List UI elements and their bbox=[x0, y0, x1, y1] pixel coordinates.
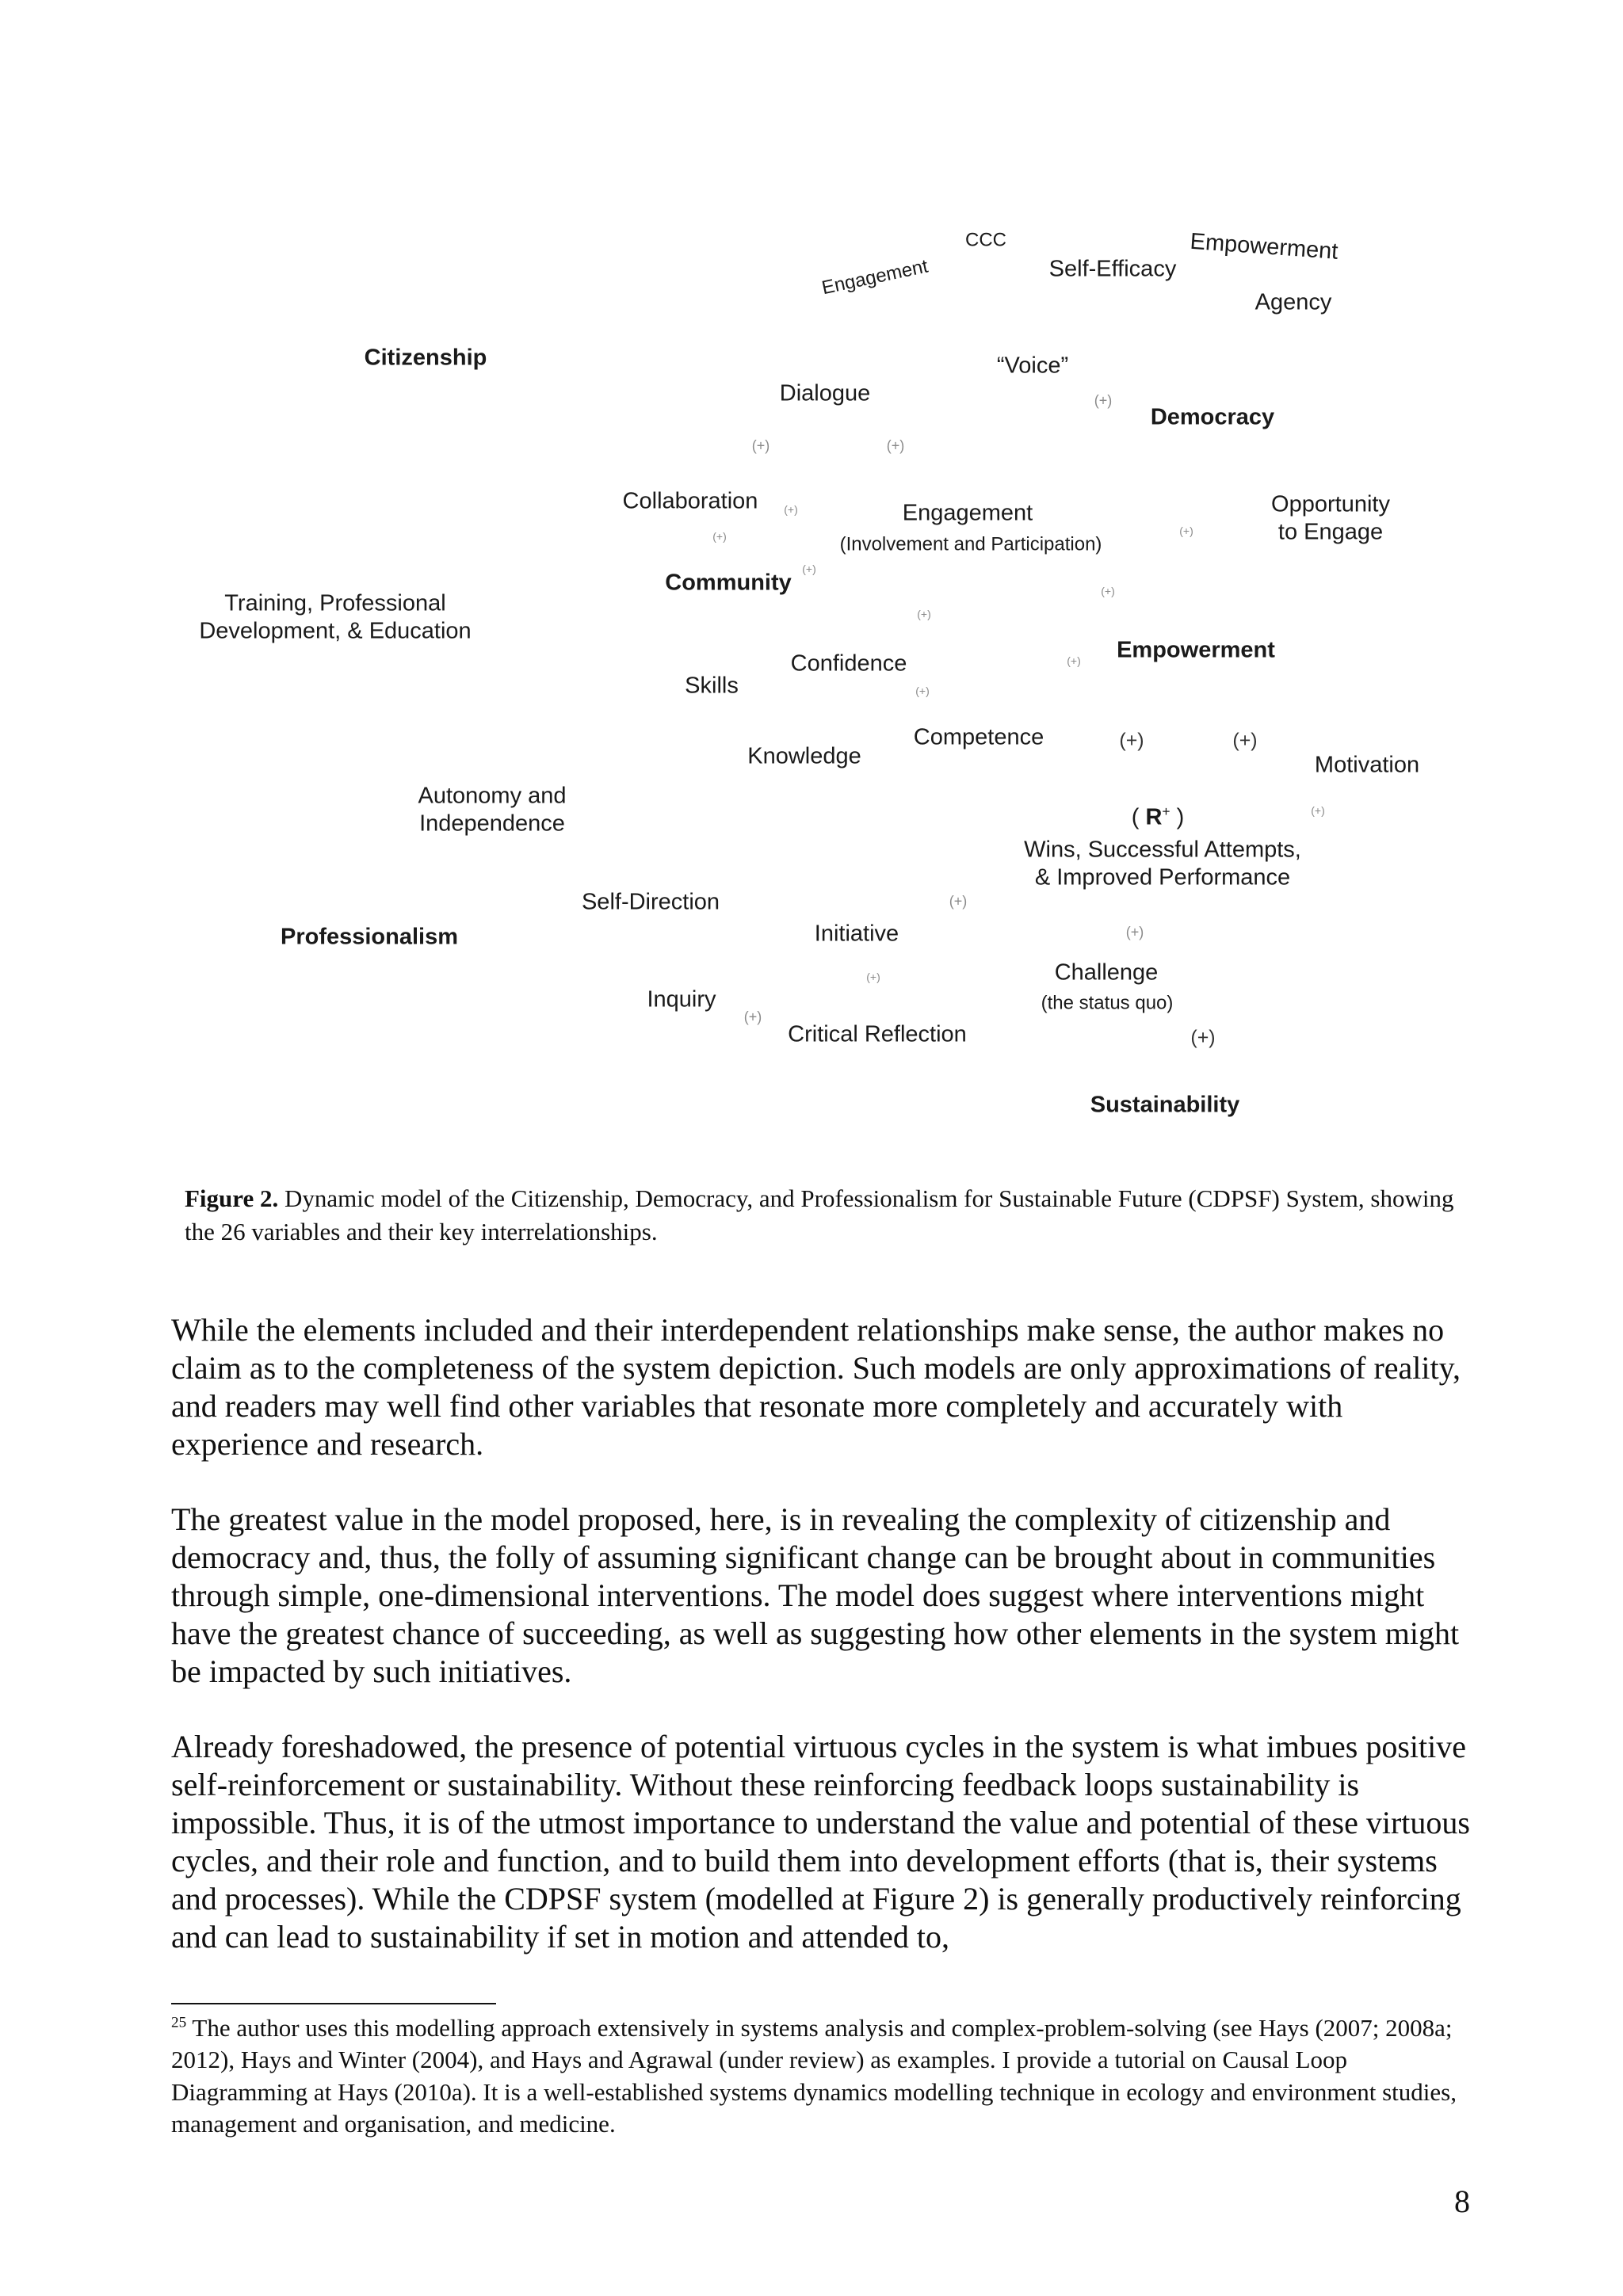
node-involvement-participation: (Involvement and Participation) bbox=[839, 533, 1102, 555]
node-inquiry: Inquiry bbox=[647, 986, 716, 1013]
node-status-quo: (the status quo) bbox=[1041, 992, 1174, 1014]
node-initiative: Initiative bbox=[814, 921, 899, 947]
polarity-sign: (+) bbox=[1119, 729, 1144, 752]
node-challenge: Challenge bbox=[1054, 959, 1159, 986]
node-confidence: Confidence bbox=[790, 650, 907, 677]
polarity-sign: (+) bbox=[1125, 924, 1144, 940]
node-autonomy-independence: Autonomy and Independence bbox=[418, 783, 567, 837]
node-engagement: Engagement bbox=[902, 500, 1033, 526]
node-engagement-top: Engagement bbox=[819, 255, 930, 299]
polarity-sign: (+) bbox=[1232, 729, 1258, 752]
node-community: Community bbox=[665, 570, 792, 596]
footnote-text: The author uses this modelling approach extensively in systems analysis and complex-problem-solving (see Hays (2007; 2008a; 2012), Hays and Winter (2004), and Hays and Agrawal (under review) as examples. I provide a tutorial on Causal Loop Diagramming at Hays (2010a). It is a well-established systems dynamics modelling technique in ecology and environment studies, management and organisation, and medicine. bbox=[171, 2014, 1457, 2138]
node-professionalism: Professionalism bbox=[280, 924, 459, 950]
body-text bbox=[171, 1311, 1471, 1993]
polarity-sign: (+) bbox=[1179, 524, 1193, 537]
loop-letter: R bbox=[1145, 804, 1163, 830]
footnote bbox=[171, 2012, 1471, 2140]
node-democracy: Democracy bbox=[1150, 404, 1275, 430]
polarity-sign: (+) bbox=[1094, 392, 1113, 409]
node-ccc: CCC bbox=[965, 229, 1006, 251]
caption-text: Dynamic model of the Citizenship, Democracy, and Professionalism for Sustainable Future (CDPSF) System, showing the 26 variables and their key interrelationships. bbox=[185, 1184, 1454, 1245]
polarity-sign: (+) bbox=[917, 608, 931, 620]
node-agency: Agency bbox=[1254, 289, 1332, 315]
polarity-sign: (+) bbox=[1067, 654, 1081, 667]
node-self-efficacy: Self-Efficacy bbox=[1048, 256, 1177, 282]
node-motivation: Motivation bbox=[1314, 752, 1420, 778]
paragraph: The greatest value in the model proposed, here, is in revealing the complexity of citizenship and democracy and, thus, the folly of assuming significant change can be brought about in communities through simple, one-dimensional interventions. The model does suggest where interventions might have the greatest chance of succeeding, as well as suggesting how other elements in the system might be impacted by such initiatives. bbox=[171, 1501, 1460, 1689]
node-training: Training, Professional Development, & Education bbox=[199, 590, 472, 644]
node-empowerment-top: Empowerment bbox=[1189, 228, 1339, 265]
node-empowerment: Empowerment bbox=[1117, 637, 1275, 663]
node-critical-reflection: Critical Reflection bbox=[788, 1021, 967, 1047]
polarity-sign: (+) bbox=[784, 503, 798, 516]
footnote-divider bbox=[171, 2003, 496, 2004]
node-citizenship: Citizenship bbox=[364, 345, 487, 371]
loop-close: ) bbox=[1170, 804, 1185, 830]
polarity-sign: (+) bbox=[886, 437, 905, 454]
polarity-sign: (+) bbox=[751, 437, 770, 454]
node-dialogue: Dialogue bbox=[779, 380, 871, 406]
polarity-sign: (+) bbox=[743, 1009, 762, 1025]
polarity-sign: (+) bbox=[802, 563, 816, 575]
polarity-sign: (+) bbox=[1101, 585, 1115, 597]
node-knowledge: Knowledge bbox=[747, 743, 861, 769]
node-self-direction: Self-Direction bbox=[581, 889, 720, 915]
polarity-sign: (+) bbox=[949, 893, 968, 910]
polarity-sign: (+) bbox=[866, 971, 880, 983]
node-voice: “Voice” bbox=[996, 353, 1069, 379]
node-opportunity-to-engage: Opportunity to Engage bbox=[1271, 491, 1390, 545]
loop-sup: + bbox=[1162, 803, 1170, 819]
polarity-sign: (+) bbox=[915, 685, 930, 697]
polarity-sign: (+) bbox=[1311, 804, 1325, 817]
page-number: 8 bbox=[1454, 2183, 1470, 2219]
figure-caption bbox=[185, 1182, 1468, 1249]
paragraph: Already foreshadowed, the presence of potential virtuous cycles in the system is what imbues positive self-reinforcement or sustainability. Without these reinforcing feedback loops sustainability is impossible. Thus, it is of the utmost importance to understand the value and potential of these virtuous cycles, and their role and function, and to build them into development efforts (that is, their systems and processes). While the CDPSF system (modelled at Figure 2) is generally productively reinforcing and can lead to sustainability if set in motion and attended to, bbox=[171, 1729, 1470, 1955]
node-wins: Wins, Successful Attempts, & Improved Performance bbox=[1024, 837, 1301, 891]
node-collaboration: Collaboration bbox=[622, 488, 758, 514]
loop-open: ( bbox=[1131, 804, 1146, 830]
polarity-sign: (+) bbox=[712, 530, 727, 543]
node-skills: Skills bbox=[685, 673, 739, 699]
paragraph: While the elements included and their interdependent relationships make sense, the author makes no claim as to the completeness of the system depiction. Such models are only approximations of reality, and readers may well find other variables that resonate more completely and accurately with experience and research. bbox=[171, 1312, 1461, 1462]
reinforcing-loop-label bbox=[1132, 803, 1185, 832]
node-competence: Competence bbox=[913, 724, 1044, 750]
footnote-number: 25 bbox=[171, 2014, 187, 2031]
node-sustainability: Sustainability bbox=[1090, 1092, 1240, 1118]
polarity-sign: (+) bbox=[1190, 1026, 1216, 1049]
figure-label: Figure 2. bbox=[185, 1184, 279, 1212]
